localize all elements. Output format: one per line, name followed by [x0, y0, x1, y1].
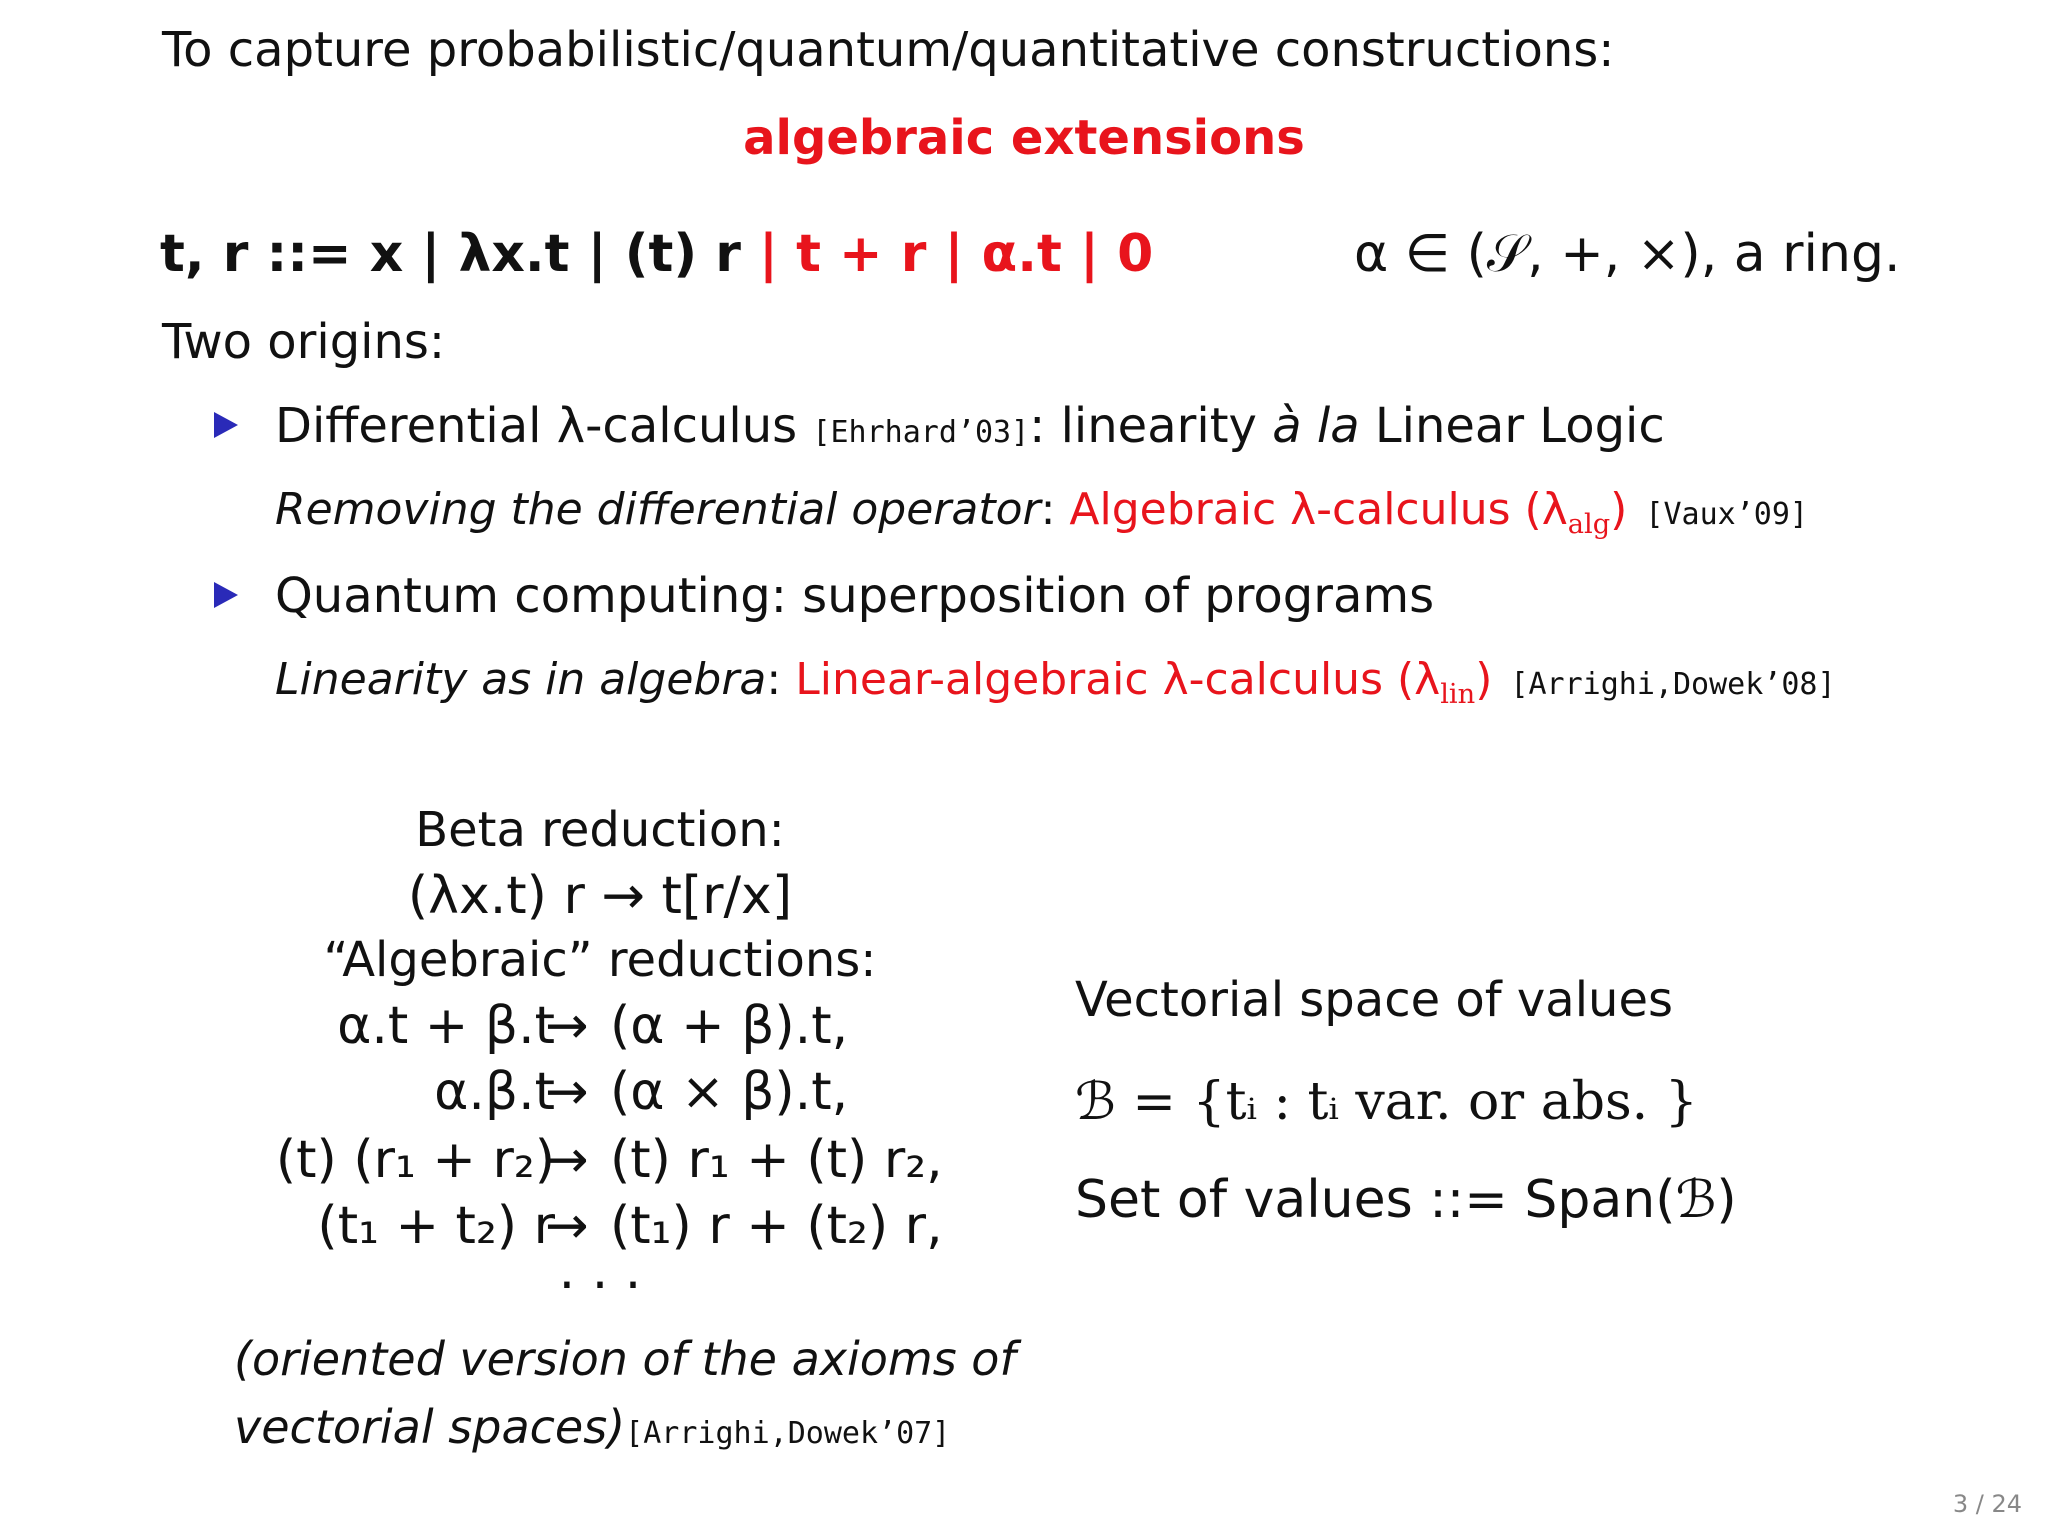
- axioms-note-cite: [Arrighi,Dowek’07]: [625, 1416, 951, 1451]
- rule-4-lhs: (t₁ + t₂) r: [317, 1196, 555, 1256]
- bullet-1-text-b: : linearity: [1029, 398, 1273, 454]
- bullet-triangle-icon: [214, 582, 238, 612]
- bullet-2-sub-subscript: lin: [1440, 678, 1476, 710]
- bullet-1-sub-red: Algebraic λ-calculus (λ: [1069, 484, 1568, 535]
- axioms-note-text: vectorial spaces): [234, 1400, 626, 1454]
- algebraic-title: “Algebraic” reductions:: [323, 932, 877, 988]
- values-basis: ℬ = {tᵢ : tᵢ var. or abs. }: [1075, 1072, 1698, 1132]
- bullet-2-sub-close: ): [1475, 654, 1493, 705]
- bullet-1-sub-close: ): [1610, 484, 1628, 535]
- values-title: Vectorial space of values: [1075, 972, 1674, 1028]
- rule-2-lhs: α.β.t: [434, 1062, 555, 1122]
- bullet-2-sub-red: Linear-algebraic λ-calculus (λ: [795, 654, 1441, 705]
- grammar-line: [160, 224, 1154, 284]
- bullet-2-text-a: Quantum computing: superposition of programs: [275, 568, 1435, 624]
- bullet-2-main: [275, 568, 1435, 624]
- page-number: 3 / 24: [1952, 1490, 2022, 1518]
- slide-heading: algebraic extensions: [743, 110, 1305, 166]
- bullet-2-sub-colon: :: [766, 654, 796, 705]
- beta-rule: (λx.t) r → t[r/x]: [407, 866, 793, 926]
- bullet-1-sub: [275, 484, 1808, 540]
- grammar-prefix: t, r ::= x | λx.t | (t) r: [160, 224, 741, 284]
- bullet-1-sub-colon: :: [1040, 484, 1070, 535]
- bullet-2-sub-italic: Linearity as in algebra: [275, 654, 767, 705]
- rule-3-arrow: →: [545, 1130, 589, 1190]
- bullet-1-cite: [Ehrhard’03]: [812, 415, 1030, 450]
- beta-title: Beta reduction:: [415, 802, 785, 858]
- rules-ellipsis: · · ·: [558, 1256, 642, 1316]
- bullet-1-sub-italic: Removing the differential operator: [275, 484, 1041, 535]
- rule-1-lhs: α.t + β.t: [337, 996, 555, 1056]
- values-set: Set of values ::= Span(ℬ): [1075, 1170, 1737, 1230]
- rule-1-arrow: →: [545, 996, 589, 1056]
- ring-note: α ∈ (𝒮, +, ×), a ring.: [1354, 224, 1901, 284]
- grammar-extension: | t + r | α.t | 0: [740, 224, 1154, 284]
- rule-1-rhs: (α + β).t,: [610, 996, 849, 1056]
- bullet-1-main: [275, 398, 1665, 454]
- bullet-1-text-a: Differential λ-calculus: [275, 398, 813, 454]
- rule-3-lhs: (t) (r₁ + r₂): [275, 1130, 555, 1190]
- bullet-2-sub: [275, 654, 1836, 710]
- rule-2-rhs: (α × β).t,: [610, 1062, 849, 1122]
- rule-3-rhs: (t) r₁ + (t) r₂,: [610, 1130, 943, 1190]
- rule-4-rhs: (t₁) r + (t₂) r,: [610, 1196, 943, 1256]
- axioms-note-line1: (oriented version of the axioms of: [234, 1332, 1016, 1386]
- origins-title: Two origins:: [162, 314, 446, 370]
- bullet-triangle-icon: [214, 412, 238, 442]
- bullet-2-sub-cite: [Arrighi,Dowek’08]: [1492, 667, 1836, 702]
- axioms-note-line2: [234, 1400, 951, 1454]
- bullet-1-text-c: à la: [1272, 398, 1360, 454]
- rule-2-arrow: →: [545, 1062, 589, 1122]
- rule-4-arrow: →: [545, 1196, 589, 1256]
- intro-text: To capture probabilistic/quantum/quantitative constructions:: [162, 22, 1615, 78]
- bullet-1-text-d: Linear Logic: [1359, 398, 1665, 454]
- bullet-1-sub-subscript: alg: [1567, 508, 1611, 540]
- bullet-1-sub-cite: [Vaux’09]: [1627, 497, 1808, 532]
